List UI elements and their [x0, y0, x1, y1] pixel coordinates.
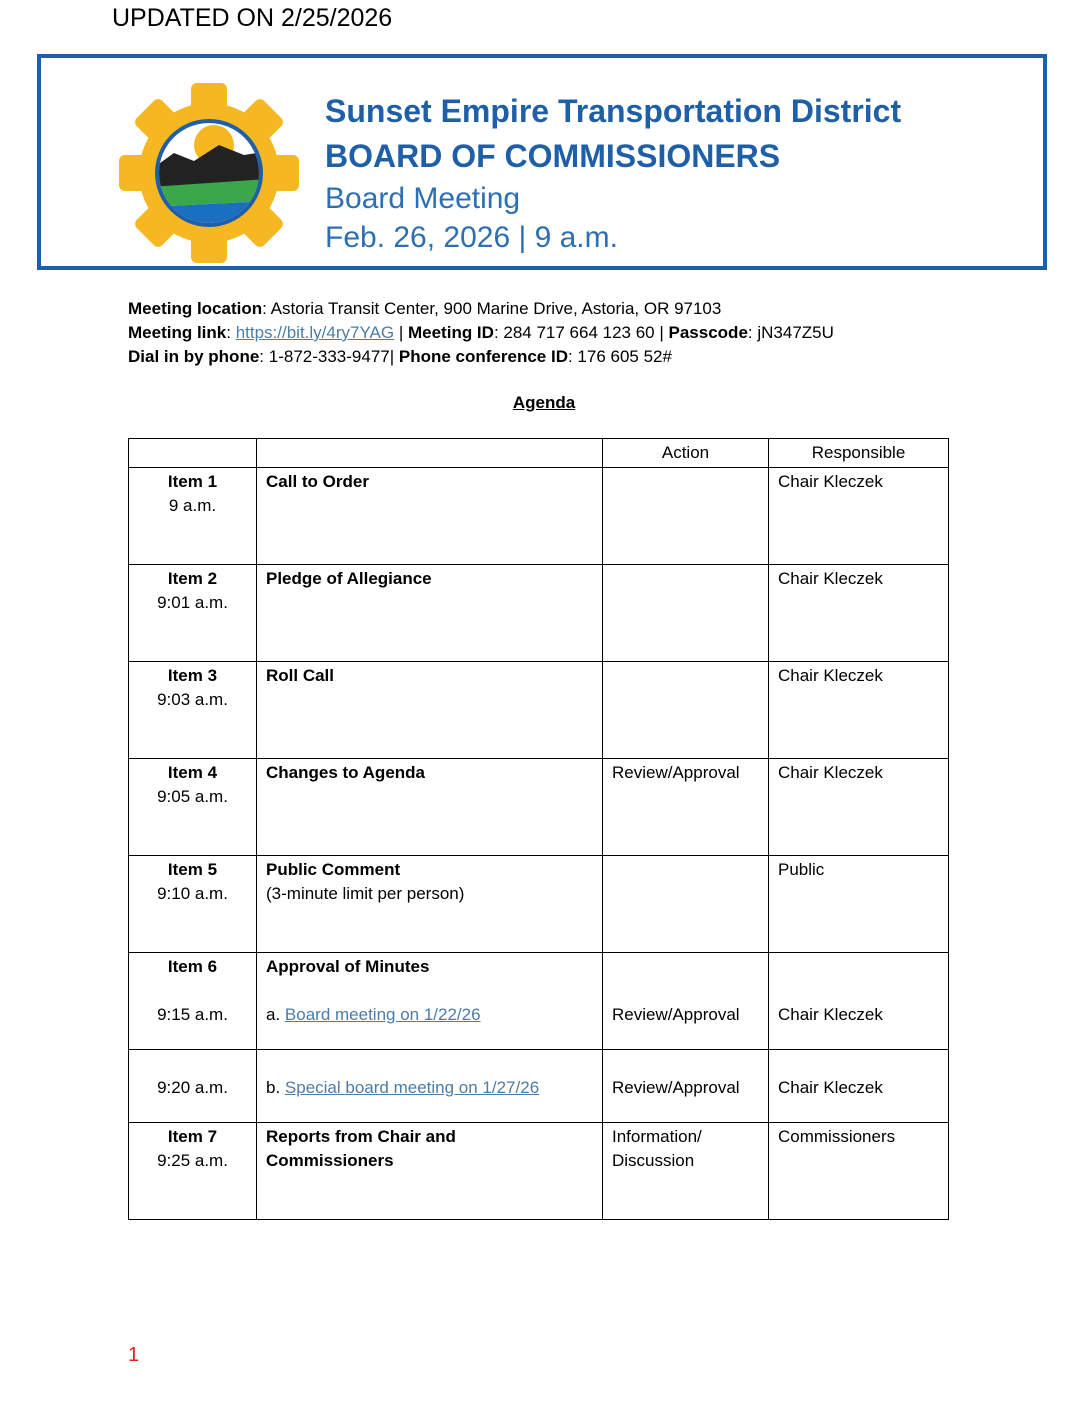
- table-row: [129, 1123, 949, 1220]
- item-time: 9:03 a.m.: [157, 690, 228, 709]
- responsible-text: Chair Kleczek: [778, 1078, 883, 1097]
- updated-date-label: UPDATED ON 2/25/2026: [112, 4, 393, 32]
- meeting-id-label: Meeting ID: [407, 323, 494, 342]
- responsible-cell: Chair Kleczek: [769, 759, 949, 856]
- table-row: [129, 856, 949, 953]
- header-banner: [37, 54, 1047, 270]
- dial-in-value: : 1-872-333-9477|: [259, 347, 399, 366]
- item-number: Item 4: [167, 763, 218, 782]
- sub-item-prefix: a.: [266, 1005, 285, 1024]
- responsible-cell: [769, 953, 949, 1050]
- item-time: 9 a.m.: [168, 496, 217, 515]
- responsible-cell: Chair Kleczek: [769, 662, 949, 759]
- item-number: Item 6: [167, 957, 218, 976]
- table-row: [129, 1050, 949, 1123]
- action-cell: [603, 1050, 769, 1123]
- item-time: 9:10 a.m.: [157, 884, 228, 903]
- meeting-type: Board Meeting: [325, 182, 521, 215]
- item-cell: [129, 953, 257, 1050]
- item-time: 9:15 a.m.: [157, 1005, 228, 1024]
- item-number: Item 1: [167, 472, 218, 491]
- meeting-link[interactable]: https://bit.ly/4ry7YAG: [235, 323, 395, 342]
- responsible-cell: Public: [769, 856, 949, 953]
- item-number: Item 5: [167, 860, 218, 879]
- conference-id-label: Phone conference ID: [398, 347, 568, 366]
- meeting-location-value: : Astoria Transit Center, 900 Marine Drive, Astoria, OR 97103: [262, 299, 722, 318]
- item-title-line-1: Reports from Chair and: [266, 1127, 456, 1146]
- dial-in-label: Dial in by phone: [128, 347, 260, 366]
- conference-id-value: : 176 605 52#: [567, 347, 672, 366]
- title-cell: [257, 662, 603, 759]
- responsible-cell: Chair Kleczek: [769, 565, 949, 662]
- action-line-2: Discussion: [612, 1151, 695, 1170]
- item-number: Item 3: [167, 666, 218, 685]
- title-cell: [257, 565, 603, 662]
- title-cell: [257, 1123, 603, 1220]
- table-row: [129, 565, 949, 662]
- item-cell: [129, 1123, 257, 1220]
- item-cell: [129, 468, 257, 565]
- item-note: (3-minute limit per person): [266, 884, 465, 903]
- minutes-link-1-22-26[interactable]: Board meeting on 1/22/26: [284, 1005, 481, 1024]
- action-line-1: Information/: [612, 1127, 702, 1146]
- action-cell: [603, 468, 769, 565]
- action-cell: [603, 856, 769, 953]
- title-cell: [257, 953, 603, 1050]
- agenda-table: [128, 438, 949, 1220]
- dial-in-line: [128, 345, 834, 369]
- item-title: Public Comment: [266, 860, 401, 879]
- item-cell: [129, 1050, 257, 1123]
- page-number: 1: [128, 1344, 140, 1366]
- item-title-line-2: Commissioners: [266, 1151, 394, 1170]
- item-number: Item 2: [167, 569, 218, 588]
- header-title: [257, 439, 603, 468]
- action-cell: [603, 953, 769, 1050]
- header-responsible: Responsible: [769, 439, 949, 468]
- meeting-location-label: Meeting location: [128, 299, 263, 318]
- meeting-link-label: Meeting link: [128, 323, 227, 342]
- passcode-value: : jN347Z5U: [747, 323, 834, 342]
- gear-landscape-logo-icon: [119, 83, 299, 263]
- action-text: Review/Approval: [612, 1005, 740, 1024]
- title-cell: [257, 1050, 603, 1123]
- item-title: Call to Order: [266, 472, 369, 491]
- action-cell: [603, 565, 769, 662]
- meeting-date: Feb. 26, 2026 | 9 a.m.: [325, 221, 618, 254]
- minutes-link-1-27-26[interactable]: Special board meeting on 1/27/26: [284, 1078, 540, 1097]
- item-cell: [129, 662, 257, 759]
- meeting-link-line: [128, 321, 834, 345]
- item-number: Item 7: [167, 1127, 218, 1146]
- title-cell: [257, 468, 603, 565]
- header-item: [129, 439, 257, 468]
- responsible-cell: Chair Kleczek: [769, 468, 949, 565]
- meeting-info: [128, 297, 834, 369]
- title-cell: [257, 759, 603, 856]
- table-row: [129, 662, 949, 759]
- item-cell: [129, 759, 257, 856]
- meeting-id-value: : 284 717 664 123 60 |: [493, 323, 669, 342]
- item-title: Roll Call: [266, 666, 335, 685]
- table-row: [129, 468, 949, 565]
- item-title: Pledge of Allegiance: [266, 569, 432, 588]
- link-separator: :: [226, 323, 236, 342]
- board-name: BOARD OF COMMISSIONERS: [325, 138, 781, 174]
- table-row: [129, 953, 949, 1050]
- table-row: [129, 759, 949, 856]
- action-cell: [603, 662, 769, 759]
- item-cell: [129, 565, 257, 662]
- responsible-text: Chair Kleczek: [778, 1005, 883, 1024]
- item-title: Changes to Agenda: [266, 763, 425, 782]
- item-time: 9:25 a.m.: [157, 1151, 228, 1170]
- item-cell: [129, 856, 257, 953]
- sub-item-prefix: b.: [266, 1078, 285, 1097]
- link-pipe: |: [394, 323, 408, 342]
- organization-name: Sunset Empire Transportation District: [325, 93, 902, 129]
- item-time: 9:01 a.m.: [157, 593, 228, 612]
- table-header-row: [129, 439, 949, 468]
- item-time: 9:05 a.m.: [157, 787, 228, 806]
- action-cell: Review/Approval: [603, 759, 769, 856]
- agenda-heading: Agenda: [512, 393, 576, 412]
- title-cell: [257, 856, 603, 953]
- header-action: Action: [603, 439, 769, 468]
- meeting-location-line: [128, 297, 834, 321]
- action-cell: [603, 1123, 769, 1220]
- item-time: 9:20 a.m.: [157, 1078, 228, 1097]
- action-text: Review/Approval: [612, 1078, 740, 1097]
- responsible-cell: Commissioners: [769, 1123, 949, 1220]
- responsible-cell: [769, 1050, 949, 1123]
- item-title: Approval of Minutes: [266, 957, 430, 976]
- passcode-label: Passcode: [668, 323, 748, 342]
